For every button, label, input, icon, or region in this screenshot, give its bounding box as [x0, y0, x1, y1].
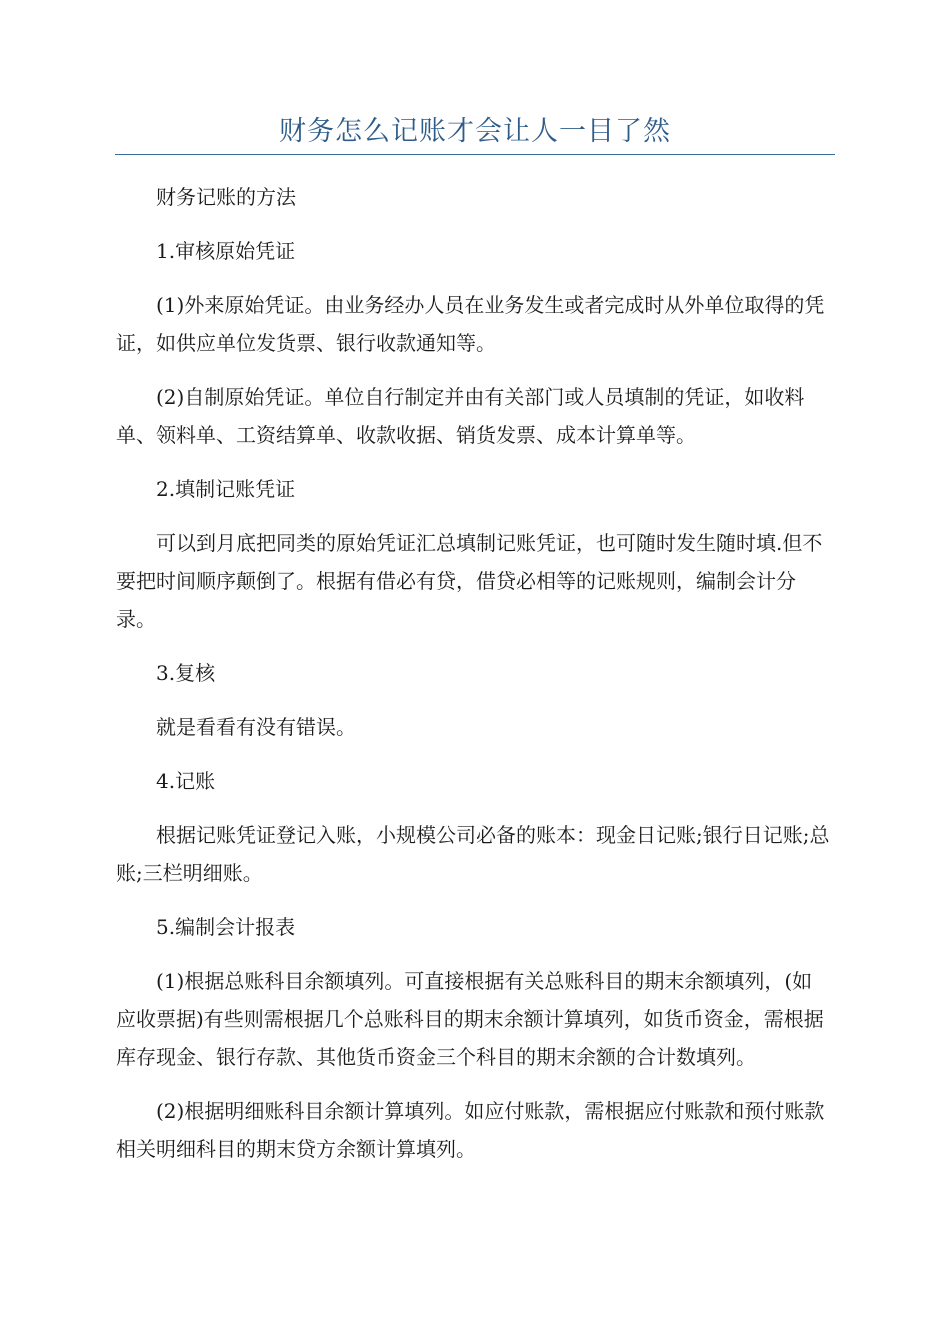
document-body — [116, 178, 832, 1168]
paragraph-step-2: 2.填制记账凭证 — [156, 477, 296, 501]
paragraph-step-3: 3.复核 — [156, 661, 216, 685]
paragraph-detail-ledger: (2)根据明细账科目余额计算填列。如应付账款，需根据应付账款和预付账款相关明细科目的期末贷方余额计算填列。 — [116, 1099, 825, 1161]
document-title: 财务怎么记账才会让人一目了然 — [279, 116, 671, 147]
paragraph-general-ledger: (1)根据总账科目余额填列。可直接根据有关总账科目的期末余额填列，(如应收票据)有些则需根据几个总账科目的期末余额计算填列，如货币资金，需根据库存现金、银行存款、其他货币资金三个科目的期末余额的合计数填列。 — [116, 969, 824, 1069]
paragraph-bookkeeping: 根据记账凭证登记入账，小规模公司必备的账本：现金日记账;银行日记账;总账;三栏明细账。 — [116, 823, 830, 885]
paragraph-internal-voucher: (2)自制原始凭证。单位自行制定并由有关部门或人员填制的凭证，如收料单、领料单、工资结算单、收款收据、销货发票、成本计算单等。 — [116, 385, 805, 447]
paragraph-fill-voucher: 可以到月底把同类的原始凭证汇总填制记账凭证，也可随时发生随时填.但不要把时间顺序颠倒了。根据有借必有贷，借贷必相等的记账规则，编制会计分录。 — [116, 531, 823, 631]
paragraph-heading-methods: 财务记账的方法 — [156, 185, 296, 209]
paragraph-step-1: 1.审核原始凭证 — [156, 239, 296, 263]
paragraph-external-voucher: (1)外来原始凭证。由业务经办人员在业务发生或者完成时从外单位取得的凭证，如供应单位发货票、银行收款通知等。 — [116, 293, 825, 355]
paragraph-step-5: 5.编制会计报表 — [156, 915, 296, 939]
paragraph-step-4: 4.记账 — [156, 769, 216, 793]
title-underline — [115, 154, 835, 155]
paragraph-review: 就是看看有没有错误。 — [156, 715, 356, 739]
